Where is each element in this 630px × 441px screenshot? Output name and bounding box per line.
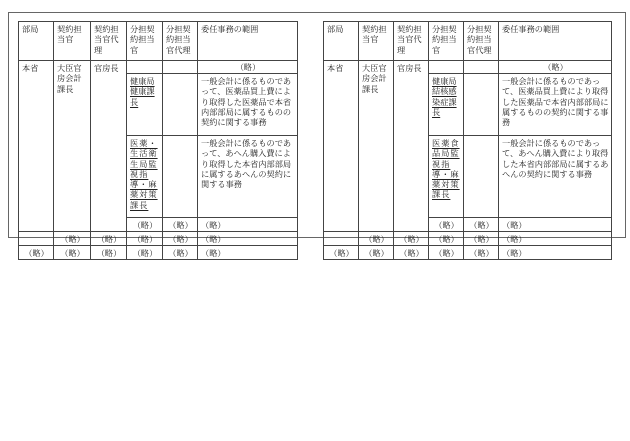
sub-officer-unit-label: 健康局結核感染症課長	[432, 76, 457, 117]
omitted-cell: （略）	[91, 246, 127, 260]
omitted-cell: （略）	[324, 246, 359, 260]
contract-table-right	[323, 21, 612, 260]
header-contract-officer-deputy: 契約担当官代理	[91, 22, 127, 61]
table-row	[19, 232, 298, 246]
contract-officer-deputy-cell: 官房長	[91, 61, 127, 232]
omitted-cell: （略）	[394, 246, 429, 260]
omitted-cell: （略）	[163, 246, 198, 260]
omitted-cell: （略）	[499, 246, 612, 260]
omitted-cell: （略）	[54, 246, 91, 260]
contract-officer-cell: 大臣官房会計課長	[54, 61, 91, 232]
header-department: 部局	[19, 22, 54, 61]
header-contract-officer: 契約担当官	[359, 22, 394, 61]
omitted-cell: （略）	[127, 218, 163, 232]
header-sub-officer: 分担契約担当官	[127, 22, 163, 61]
sub-officer-deputy-cell	[464, 136, 499, 218]
scope-cell: 一般会計に係るものであって、あへん購入費により取得した本省内部部局に属するあへんの契約に関する事務	[198, 136, 298, 218]
omitted-cell: （略）	[464, 246, 499, 260]
sub-officer-deputy-cell	[163, 61, 198, 74]
omitted-cell: （略）	[127, 246, 163, 260]
header-sub-officer-deputy: 分担契約担当官代理	[464, 22, 499, 61]
header-scope: 委任事務の範囲	[499, 22, 612, 61]
omitted-cell: （略）	[499, 232, 612, 246]
omitted-cell: （略）	[163, 232, 198, 246]
sub-officer-unit-cell	[429, 136, 464, 218]
header-sub-officer: 分担契約担当官	[429, 22, 464, 61]
omitted-cell: （略）	[198, 61, 298, 74]
omitted-cell: （略）	[91, 232, 127, 246]
omitted-cell: （略）	[429, 218, 464, 232]
sub-officer-deputy-cell	[464, 61, 499, 74]
department-cell: 本省	[324, 61, 359, 232]
scope-cell: 一般会計に係るものであって、あへん購入費により取得した本省内部部局に属するあへんの契約に関する事務	[499, 136, 612, 218]
omitted-cell: （略）	[198, 232, 298, 246]
sub-officer-deputy-cell	[163, 74, 198, 136]
omitted-cell: （略）	[359, 232, 394, 246]
table-row	[324, 61, 612, 74]
header-sub-officer-deputy: 分担契約担当官代理	[163, 22, 198, 61]
table-row	[324, 232, 612, 246]
header-contract-officer: 契約担当官	[54, 22, 91, 61]
omitted-cell: （略）	[54, 232, 91, 246]
omitted-cell: （略）	[464, 218, 499, 232]
scope-cell: 一般会計に係るものであって、医薬品買上費により取得した医薬品で本省内部部局に属するものの契約に関する事務	[198, 74, 298, 136]
header-row	[324, 22, 612, 61]
omitted-cell: （略）	[499, 61, 612, 74]
omitted-cell: （略）	[429, 232, 464, 246]
omitted-cell: （略）	[198, 218, 298, 232]
scope-cell: 一般会計に係るものであって、医薬品買上費により取得した医薬品で本省内部部局に属するものの契約に関する事務	[499, 74, 612, 136]
header-contract-officer-deputy: 契約担当官代理	[394, 22, 429, 61]
contract-officer-cell: 大臣官房会計課長	[359, 61, 394, 232]
sub-officer-unit-cell	[429, 74, 464, 136]
sub-officer-unit-cell	[127, 74, 163, 136]
header-department: 部局	[324, 22, 359, 61]
sub-officer-unit-label: 医薬食品局監視指導・麻薬対策課長	[432, 138, 460, 200]
table-row	[19, 61, 298, 74]
table-row	[19, 246, 298, 260]
omitted-cell: （略）	[19, 246, 54, 260]
department-cell	[19, 232, 54, 246]
table-row	[324, 246, 612, 260]
sub-officer-unit-cell	[127, 136, 163, 218]
omitted-cell: （略）	[429, 246, 464, 260]
department-cell: 本省	[19, 61, 54, 232]
header-scope: 委任事務の範囲	[198, 22, 298, 61]
sub-officer-cell	[127, 61, 163, 74]
omitted-cell: （略）	[127, 232, 163, 246]
contract-table-left	[18, 21, 298, 260]
contract-officer-deputy-cell: 官房長	[394, 61, 429, 232]
header-row	[19, 22, 298, 61]
omitted-cell: （略）	[198, 246, 298, 260]
sub-officer-cell	[429, 61, 464, 74]
omitted-cell: （略）	[163, 218, 198, 232]
omitted-cell: （略）	[359, 246, 394, 260]
department-cell	[324, 232, 359, 246]
sub-officer-unit-label: 健康局健康課長	[130, 76, 155, 107]
sub-officer-deputy-cell	[163, 136, 198, 218]
omitted-cell: （略）	[499, 218, 612, 232]
sub-officer-unit-label: 医薬・生活衛生局監視指導・麻薬対策課長	[130, 138, 158, 210]
omitted-cell: （略）	[394, 232, 429, 246]
sub-officer-deputy-cell	[464, 74, 499, 136]
omitted-cell: （略）	[464, 232, 499, 246]
